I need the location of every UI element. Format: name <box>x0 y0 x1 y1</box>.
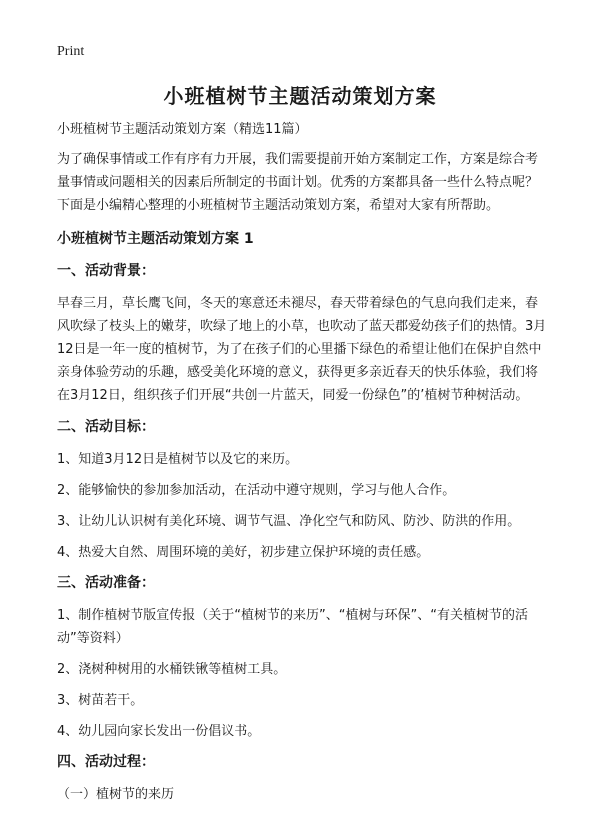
goal-item: 1、知道3月12日是植树节以及它的来历。 <box>57 452 299 467</box>
plan-heading: 小班植树节主题活动策划方案 1 <box>57 231 254 247</box>
preparation-item: 2、浇树种树用的水桶铁锹等植树工具。 <box>57 662 287 677</box>
goal-item: 2、能够愉快的参加参加活动，在活动中遵守规则，学习与他人合作。 <box>57 483 456 498</box>
intro-paragraph: 为了确保事情或工作有序有力开展，我们需要提前开始方案制定工作，方案是综合考量事情或问题相关的因素后所制定的书面计划。优秀的方案都具备一些什么特点呢？下面是小编精心整理的小班植树节主题活动策划方案，希望对大家有所帮助。 <box>57 152 539 213</box>
background-paragraph: 早春三月，草长鹰飞间，冬天的寒意还未褪尽，春天带着绿色的气息向我们走来，春风吹绿了枝头上的嫩芽，吹绿了地上的小草，也吹动了蓝天郡爱幼孩子们的热情。3月12日是一年一度的植树节，为了在孩子们的心里播下绿色的希望让他们在保护自然中亲身体验劳动的乐趣，感受美化环境的意义，获得更多亲近春天的快乐体验，我们将在3月12日，组织孩子们开展“共创一片蓝天，同爱一份绿色”的’植树节种树活动。 <box>57 296 547 403</box>
preparation-item: 4、幼儿园向家长发出一份倡议书。 <box>57 724 261 739</box>
document-body <box>57 118 547 814</box>
print-link[interactable]: Print <box>57 44 85 59</box>
process-item: （一）植树节的来历 <box>57 787 175 802</box>
goal-item: 4、热爱大自然、周围环境的美好，初步建立保护环境的责任感。 <box>57 545 430 560</box>
section-heading-background: 一、活动背景： <box>57 263 155 279</box>
preparation-item: 3、树苗若干。 <box>57 693 144 708</box>
section-heading-goals: 二、活动目标： <box>57 419 155 435</box>
document-subtitle: 小班植树节主题活动策划方案（精选11篇） <box>57 122 308 137</box>
section-heading-preparation: 三、活动准备： <box>57 575 155 591</box>
goal-item: 3、让幼儿认识树有美化环境、调节气温、净化空气和防风、防沙、防洪的作用。 <box>57 514 521 529</box>
page-title: 小班植树节主题活动策划方案 <box>163 84 437 108</box>
preparation-item: 1、制作植树节版宣传报（关于“植树节的来历”、“植树与环保”、“有关植树节的活动”等资料） <box>57 608 528 646</box>
section-heading-process: 四、活动过程： <box>57 754 155 770</box>
